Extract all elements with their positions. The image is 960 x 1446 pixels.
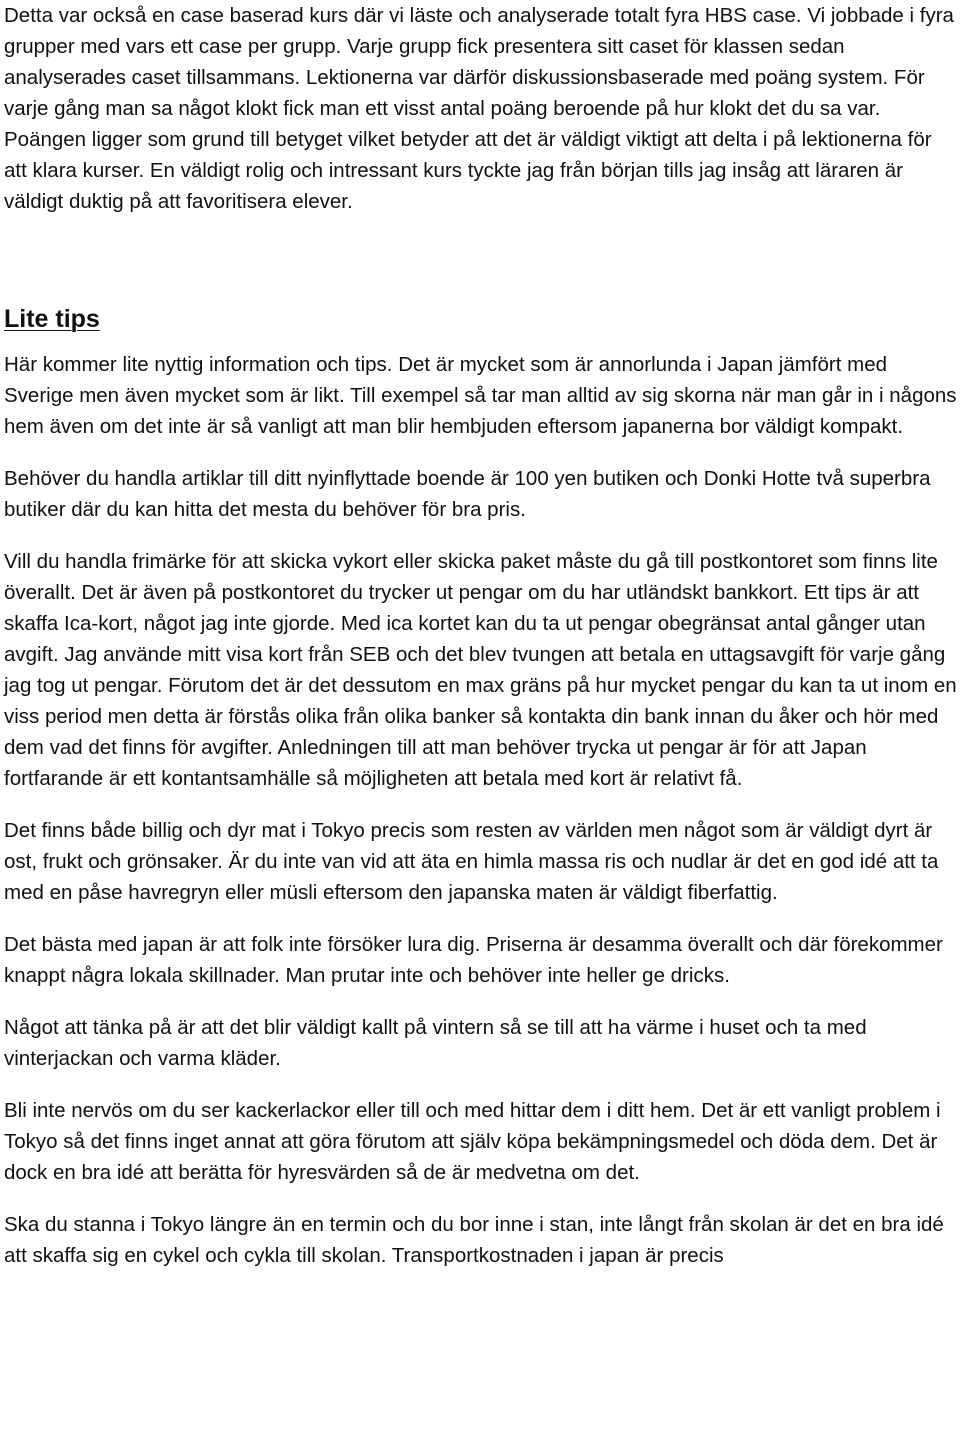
paragraph-tips-intro: Här kommer lite nyttig information och tips. Det är mycket som är annorlunda i Japan jämfört med Sverige men även mycket som är likt. Till exempel så tar man alltid av sig skorna när man går in i någons hem även om det inte är så vanligt att man blir hembjuden eftersom japanerna bor väldigt kompakt.	[4, 353, 957, 438]
paragraph-shopping: Behöver du handla artiklar till ditt nyinflyttade boende är 100 yen butiken och Donki Hotte två superbra butiker där du kan hitta det mesta du behöver för bra pris.	[4, 467, 931, 521]
intro-paragraph: Detta var också en case baserad kurs där vi läste och analyserade totalt fyra HBS case. Vi jobbade i fyra grupper med vars ett case per grupp. Varje grupp fick presentera sitt caset för klassen sedan analyserades caset tillsammans. Lektionerna var därför diskussionsbaserade med poäng system. För varje gång man sa något klokt fick man ett visst antal poäng beroende på hur klokt det du sa var. Poängen ligger som grund till betyget vilket betyder att det är väldigt viktigt att delta i på lektionerna för att klara kurser. En väldigt rolig och intressant kurs tyckte jag från början tills jag insåg att läraren är väldigt duktig på att favoritisera elever.	[4, 4, 954, 213]
paragraph-bicycle: Ska du stanna i Tokyo längre än en termin och du bor inne i stan, inte långt från skolan är det en bra idé att skaffa sig en cykel och cykla till skolan. Transportkostnaden i japan är precis	[4, 1213, 944, 1267]
paragraph-cockroaches: Bli inte nervös om du ser kackerlackor eller till och med hittar dem i ditt hem. Det är ett vanligt problem i Tokyo så det finns inget annat att göra förutom att själv köpa bekämpningsmedel och döda dem. Det är dock en bra idé att berätta för hyresvärden så de är medvetna om det.	[4, 1099, 941, 1184]
paragraph-prices: Det bästa med japan är att folk inte försöker lura dig. Priserna är desamma överallt och där förekommer knappt några lokala skillnader. Man prutar inte och behöver inte heller ge dricks.	[4, 933, 943, 987]
document-page	[4, 0, 958, 1271]
section-heading: Lite tips	[4, 305, 100, 333]
paragraph-post-and-money: Vill du handla frimärke för att skicka vykort eller skicka paket måste du gå till postkontoret som finns lite överallt. Det är även på postkontoret du trycker ut pengar om du har utländskt bankkort. Ett tips är att skaffa Ica-kort, något jag inte gjorde. Med ica kortet kan du ta ut pengar obegränsat antal gånger utan avgift. Jag använde mitt visa kort från SEB och det blev tvungen att betala en uttagsavgift för varje gång jag tog ut pengar. Förutom det är det dessutom en max gräns på hur mycket pengar du kan ta ut inom en viss period men detta är förstås olika från olika banker så kontakta din bank innan du åker och hör med dem vad det finns för avgifter. Anledningen till att man behöver trycka ut pengar är för att Japan fortfarande är ett kontantsamhälle så möjligheten att betala med kort är relativt få.	[4, 550, 957, 790]
paragraph-food: Det finns både billig och dyr mat i Tokyo precis som resten av världen men något som är väldigt dyrt är ost, frukt och grönsaker. Är du inte van vid att äta en himla massa ris och nudlar är det en god idé att ta med en påse havregryn eller müsli eftersom den japanska maten är väldigt fiberfattig.	[4, 819, 939, 904]
paragraph-winter: Något att tänka på är att det blir väldigt kallt på vintern så se till att ha värme i huset och ta med vinterjackan och varma kläder.	[4, 1016, 867, 1070]
